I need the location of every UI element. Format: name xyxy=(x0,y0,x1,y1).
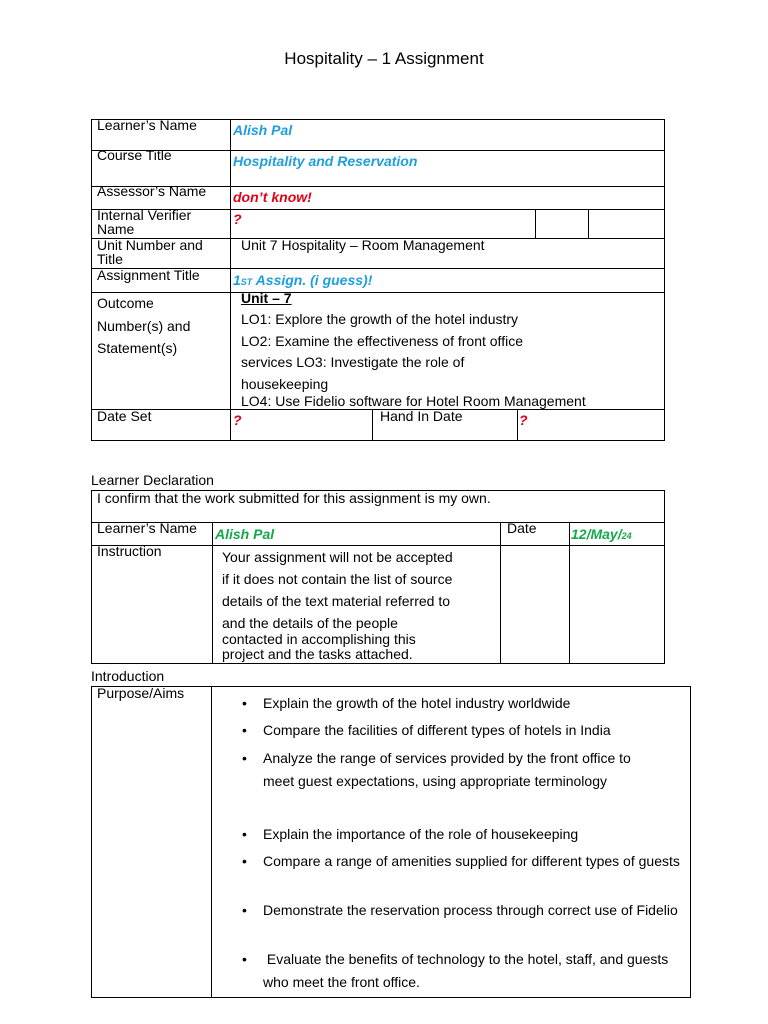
learner-name-label: Learner’s Name xyxy=(97,117,197,133)
assessor-name-value: don’t know! xyxy=(233,189,312,205)
declaration-learner-name-value: Alish Pal xyxy=(215,526,275,542)
bullet-icon: • xyxy=(242,750,247,766)
internal-verifier-label: Internal Verifier xyxy=(97,207,192,223)
page-title: Hospitality – 1 Assignment xyxy=(284,49,484,68)
introduction-heading: Introduction xyxy=(91,668,165,684)
aim-item-text: Compare a range of amenities supplied for different types of guests xyxy=(263,853,680,869)
column-divider xyxy=(517,409,518,441)
course-title-label: Course Title xyxy=(97,147,172,163)
column-divider xyxy=(372,409,373,441)
assignment-title-suffix: ST xyxy=(240,277,253,287)
row-divider xyxy=(91,409,665,410)
aim-item-text: Explain the importance of the role of housekeeping xyxy=(263,826,579,842)
unit-label: Unit Number and xyxy=(97,237,203,253)
date-set-label: Date Set xyxy=(97,408,152,424)
declaration-date-main: 12/May/ xyxy=(571,526,622,542)
instruction-line: and the details of the people xyxy=(222,615,398,631)
outcome-line: LO1: Explore the growth of the hotel industry xyxy=(241,311,519,327)
purpose-aims-label: Purpose/Aims xyxy=(97,685,185,701)
outcome-line: LO2: Examine the effectiveness of front office xyxy=(241,333,523,349)
declaration-heading: Learner Declaration xyxy=(91,472,214,488)
declaration-date-label: Date xyxy=(507,520,537,536)
declaration-statement: I confirm that the work submitted for this assignment is my own. xyxy=(97,490,491,506)
column-divider xyxy=(588,209,589,238)
declaration-date-value xyxy=(571,527,632,544)
outcome-heading: Unit – 7 xyxy=(241,290,292,306)
outcome-line: services LO3: Investigate the role of xyxy=(241,354,465,370)
internal-verifier-label-cont: Name xyxy=(97,221,135,237)
bullet-icon: • xyxy=(242,826,247,842)
bullet-icon: • xyxy=(242,902,247,918)
assignment-title-value xyxy=(233,273,372,290)
column-divider xyxy=(230,119,231,441)
column-divider xyxy=(535,209,536,238)
outcome-label: Outcome xyxy=(97,295,154,311)
column-divider xyxy=(212,522,213,664)
hand-in-date-value: ? xyxy=(519,412,528,428)
assignment-title-number: 1 xyxy=(233,272,241,288)
declaration-date-year: 24 xyxy=(621,531,632,541)
unit-label-cont: Title xyxy=(97,251,123,267)
aim-item-text: Explain the growth of the hotel industry worldwide xyxy=(263,695,571,711)
instruction-line: details of the text material referred to xyxy=(222,593,450,609)
outcome-label-cont: Statement(s) xyxy=(97,340,178,356)
column-divider xyxy=(500,522,501,664)
assessor-name-label: Assessor’s Name xyxy=(97,183,207,199)
instruction-line: contacted in accomplishing this xyxy=(222,631,416,647)
outcome-line: housekeeping xyxy=(241,376,329,392)
declaration-learner-name-label: Learner’s Name xyxy=(97,520,197,536)
bullet-icon: • xyxy=(242,722,247,738)
hand-in-date-label: Hand In Date xyxy=(380,408,463,424)
assignment-title-text: Assign. (i guess)! xyxy=(252,272,373,288)
row-divider xyxy=(91,292,665,293)
bullet-icon: • xyxy=(242,695,247,711)
bullet-icon: • xyxy=(242,853,247,869)
assignment-title-label: Assignment Title xyxy=(97,267,200,283)
instruction-line: project and the tasks attached. xyxy=(222,646,413,662)
column-divider xyxy=(211,686,212,998)
outcome-label-cont: Number(s) and xyxy=(97,318,191,334)
course-title-value: Hospitality and Reservation xyxy=(233,153,418,169)
learner-name-value: Alish Pal xyxy=(233,122,293,138)
instruction-line: Your assignment will not be accepted xyxy=(222,549,453,565)
column-divider xyxy=(569,522,570,664)
aim-item-text: Compare the facilities of different types of hotels in India xyxy=(263,722,611,738)
instruction-line: if it does not contain the list of source xyxy=(222,571,453,587)
date-set-value: ? xyxy=(233,412,242,428)
outcome-line: LO4: Use Fidelio software for Hotel Room Management xyxy=(241,393,586,409)
instruction-label: Instruction xyxy=(97,543,162,559)
bullet-icon: • xyxy=(242,951,247,967)
row-divider xyxy=(91,150,665,151)
aim-item-text: Analyze the range of services provided by the front office to meet guest expectations, using appropriate terminology xyxy=(263,750,631,789)
row-divider xyxy=(91,545,665,546)
aim-item-text: Demonstrate the reservation process through correct use of Fidelio xyxy=(263,902,678,918)
unit-value: Unit 7 Hospitality – Room Management xyxy=(241,237,485,253)
internal-verifier-value: ? xyxy=(233,211,242,227)
aim-item-text: Evaluate the benefits of technology to the hotel, staff, and guests who meet the front office. xyxy=(263,951,673,990)
